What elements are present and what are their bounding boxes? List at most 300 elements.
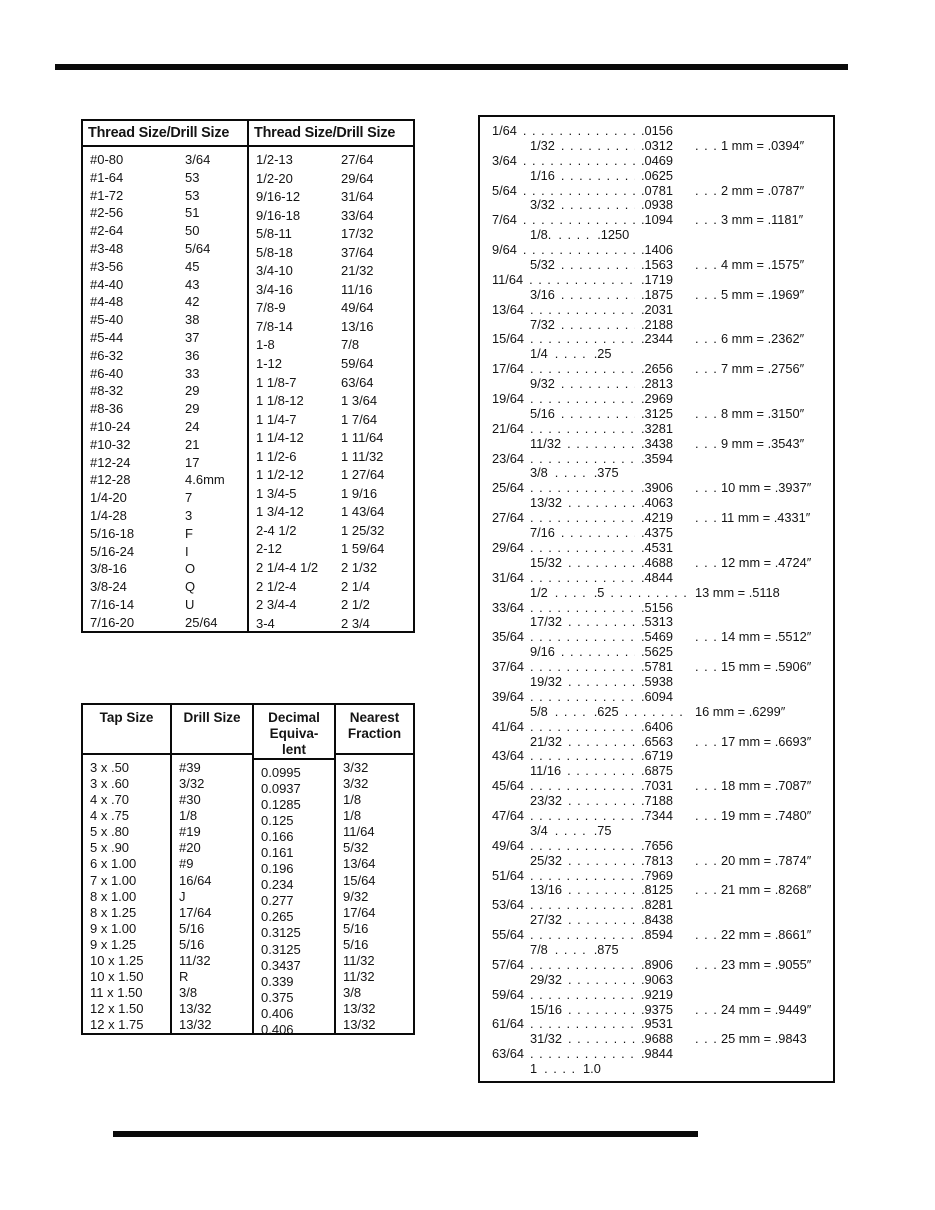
tap-cell: 3/8 [179,984,198,1000]
dot-separator: . . . [695,733,718,749]
thread-size: 5/16-24 [90,543,135,559]
fraction: 57/64 [492,956,525,972]
drill-size: 3/64 [185,152,211,167]
dot-leader [567,437,635,452]
decimal-value: .7656 [641,837,674,853]
decimal-value: .0781 [641,182,674,198]
mm-column [695,809,833,824]
tap-cell: 3 x .50 [90,760,130,776]
drill-size: I [185,543,189,559]
mm-column [695,288,833,303]
decimal-value: .7969 [641,867,674,883]
thread-size: 1/4-28 [90,507,127,523]
thread-row [90,471,247,489]
mm-equivalent: 11 mm = .4331″ [721,510,811,526]
thread-size: #8-32 [90,383,124,399]
decimal-line [480,511,833,526]
decimal-line [480,318,833,333]
decimal-line [480,288,833,303]
thread-size: 5/8-18 [256,244,293,260]
fraction: 7/32 [530,316,555,332]
thread-row [256,596,413,615]
drill-size: 1 11/32 [341,448,384,464]
mm-equivalent: 14 mm = .5512″ [721,629,812,645]
fraction: 3/16 [530,286,555,302]
thread-row [256,318,413,337]
decimal-value: .0312 [641,137,674,153]
dot-separator: . . . . [544,1061,577,1077]
tap-cell: 13/32 [343,1016,376,1032]
decimal-value: .9531 [641,1016,674,1032]
mm-column [695,407,833,422]
decimal-value: .75 [593,822,612,838]
drill-size: 1 11/64 [341,430,384,446]
thread-size: #5-44 [90,329,124,345]
mm-equivalent: 7 mm = .2756″ [721,361,805,377]
fraction: 23/64 [492,450,525,466]
drill-size: 38 [185,312,200,328]
tap-cell: 3/32 [343,760,369,776]
tap-cell: 0.406 [261,1005,294,1021]
thread-size: 2-4 1/2 [256,522,297,538]
thread-row [256,578,413,597]
thread-row [256,188,413,207]
thread-size: 1/2-13 [256,152,293,167]
decimal-value: .1250 [597,227,630,243]
decimal-line [480,824,833,839]
drill-size: U [185,596,195,612]
dot-leader [561,169,635,184]
fraction: 27/32 [530,912,563,928]
dot-separator: . . . [695,257,718,273]
thread-row [90,454,247,472]
thread-size: #6-32 [90,347,124,363]
dot-separator: . . . [695,331,718,347]
decimal-value: .0625 [641,167,674,183]
drill-size: 11/16 [341,281,373,297]
tap-cell: 0.125 [261,813,294,829]
tap-header-cell [336,705,413,755]
dot-leader [530,630,635,645]
decimal-value: .3906 [641,480,674,496]
thread-row [256,448,413,467]
tap-cell: 0.1285 [261,797,301,813]
fraction: 29/64 [492,539,525,555]
decimal-line [480,377,833,392]
drill-size: 45 [185,258,200,274]
dot-separator: . . . [695,480,718,496]
decimal-line [480,645,833,660]
thread-size: 3/4-10 [256,263,293,279]
tap-cell: 15/64 [343,872,376,888]
mm-equivalent: 13 mm = .5118 [695,584,780,600]
drill-size: 21 [185,436,200,452]
decimal-line [480,243,833,258]
dot-leader [530,809,635,824]
dot-separator: . . . . [554,465,587,481]
tap-column-body [336,755,413,1033]
dot-leader [529,273,635,288]
thread-row [256,392,413,411]
thread-row [90,578,247,596]
thread-row [256,225,413,244]
mm-equivalent: 16 mm = .6299″ [695,703,786,719]
fraction: 1/32 [530,137,555,153]
fraction: 41/64 [492,718,525,734]
thread-row [256,485,413,504]
drill-size: 1 25/32 [341,522,385,538]
fraction: 9/32 [530,376,555,392]
drill-size: 53 [185,187,200,203]
mm-column [695,928,833,943]
mm-column [695,705,833,720]
decimal-line [480,794,833,809]
dot-leader [530,839,635,854]
decimal-line [480,496,833,511]
thread-size: 1-8 [256,337,275,353]
mm-equivalent: 5 mm = .1969″ [721,286,805,302]
thread-size: 1 1/4-12 [256,430,304,446]
thread-row [90,151,247,169]
thread-size: 2-12 [256,541,283,557]
drill-size: 25/64 [185,614,218,630]
decimal-line [480,749,833,764]
dot-leader [530,720,635,735]
dot-separator: . . . [695,807,718,823]
header-line: lent [281,742,306,757]
decimal-value: .6875 [641,763,674,779]
decimal-value: .3125 [641,405,674,421]
thread-size: #4-40 [90,276,124,292]
thread-size: 9/16-18 [256,207,301,223]
tap-cell: #30 [179,792,201,808]
tap-table-column [254,705,336,1037]
dot-leader [561,139,635,154]
decimal-line [480,213,833,228]
decimal-value: .7344 [641,807,674,823]
tap-cell: 11/32 [343,952,375,968]
dot-leader [530,928,635,943]
dot-separator: . . . [695,956,718,972]
thread-row [256,207,413,226]
drill-size: 17/32 [341,226,374,242]
fraction: 31/32 [530,1031,563,1047]
tap-column-body [254,760,334,1038]
drill-size: 3 [185,507,193,523]
mm-column [695,660,833,675]
mm-equivalent: 6 mm = .2362″ [721,331,805,347]
thread-size: #1-64 [90,169,124,185]
drill-size: 53 [185,169,200,185]
fraction: 15/32 [530,554,563,570]
decimal-value: .7813 [641,852,674,868]
thread-row [256,503,413,522]
fraction: 25/32 [530,852,563,868]
thread-row [90,311,247,329]
header-line: Decimal [268,710,320,725]
fraction: 3/8 [530,465,548,481]
tap-cell: 3/32 [179,776,205,792]
thread-size: #2-64 [90,223,124,239]
dot-separator: . . . . [554,822,587,838]
dot-leader [561,318,635,333]
drill-size: 2 1/4 [341,578,370,594]
drill-size: 29 [185,401,200,417]
decimal-line [480,1017,833,1032]
thread-size: #6-40 [90,365,124,381]
tap-cell: 8 x 1.25 [90,904,137,920]
tap-cell: 1/8 [179,808,198,824]
mm-equivalent: 8 mm = .3150″ [721,405,805,421]
mm-equivalent: 25 mm = .9843 [721,1031,807,1047]
thread-size: #2-56 [90,205,124,221]
fraction: 49/64 [492,837,525,853]
thread-size: 1 1/8-7 [256,374,297,390]
mm-equivalent: 2 mm = .0787″ [721,182,805,198]
decimal-value: .8906 [641,956,674,972]
tap-cell: 0.375 [261,989,294,1005]
decimal-line [480,690,833,705]
decimal-value: .2969 [641,391,674,407]
dot-leader [530,690,635,705]
thread-size: 9/16-12 [256,189,301,205]
decimal-value: .5781 [641,659,674,675]
decimal-line [480,958,833,973]
fraction: 9/64 [492,242,517,258]
dot-leader [610,586,689,601]
decimal-line [480,586,833,601]
drill-size: O [185,561,196,577]
decimal-line [480,675,833,690]
fraction: 19/64 [492,391,525,407]
thread-row [256,299,413,318]
fraction: 9/16 [530,644,555,660]
drill-size: 24 [185,418,200,434]
fraction: 39/64 [492,688,525,704]
fraction: 43/64 [492,748,525,764]
mm-column [695,630,833,645]
dot-separator: . . . [695,852,718,868]
dot-leader [561,198,635,213]
decimal-value: .7031 [641,778,674,794]
decimal-value: .2656 [641,361,674,377]
decimal-value: .1406 [641,242,674,258]
tap-cell: 5/16 [179,920,205,936]
decimal-value: .8438 [641,912,674,928]
decimal-value: .3281 [641,420,674,436]
dot-leader [561,258,635,273]
fraction: 17/32 [530,614,563,630]
tap-cell: 0.265 [261,909,294,925]
mm-column [695,958,833,973]
tap-drill-decimal-table [81,703,415,1035]
mm-column [695,556,833,571]
thread-row [256,262,413,281]
thread-drill-size-table [81,119,415,633]
dot-leader [568,615,635,630]
dot-leader [523,243,635,258]
decimal-line [480,154,833,169]
mm-column [695,437,833,452]
fraction: 11/32 [530,435,562,451]
drill-size: 17 [185,454,200,470]
fraction: 5/32 [530,257,555,273]
tap-cell: 5/32 [343,840,369,856]
tap-header-cell [254,705,334,760]
mm-equivalent: 23 mm = .9055″ [721,956,812,972]
thread-size: 1 3/4-12 [256,504,304,520]
header-line: Fraction [347,726,402,741]
decimal-value: .2188 [641,316,674,332]
decimal-line [480,139,833,154]
decimal-line [480,809,833,824]
decimal-line [480,630,833,645]
tap-cell: 7 x 1.00 [90,872,137,888]
bottom-rule [113,1131,698,1137]
drill-size: 7/8 [341,337,360,353]
decimal-line [480,437,833,452]
thread-size: 3/4-16 [256,281,293,297]
thread-row [90,436,247,454]
decimal-value: .6563 [641,733,674,749]
mm-column [695,481,833,496]
decimal-line [480,869,833,884]
fraction: 7/16 [530,525,555,541]
tap-cell: R [179,968,189,984]
fraction: 1 [530,1061,538,1077]
tap-cell: 9 x 1.25 [90,936,137,952]
decimal-value: .7188 [641,793,674,809]
decimal-value: .3594 [641,450,674,466]
dot-separator: . . . [695,629,718,645]
decimal-value: .3438 [641,435,674,451]
dot-leader [567,764,635,779]
decimal-line [480,928,833,943]
decimal-line [480,452,833,467]
dot-leader [523,124,635,139]
dot-separator: . . . [695,1001,718,1017]
drill-size: 36 [185,347,200,363]
tap-header-cell [172,705,252,755]
tap-cell: 9/32 [343,888,369,904]
decimal-value: .9219 [641,986,674,1002]
dot-leader [530,511,635,526]
fraction: 35/64 [492,629,525,645]
drill-size: 1 59/64 [341,541,385,557]
decimal-value: .6719 [641,748,674,764]
thread-row [90,329,247,347]
tap-cell: 16/64 [179,872,212,888]
mm-equivalent: 20 mm = .7874″ [721,852,812,868]
thread-size: 1 1/8-12 [256,393,304,409]
tap-cell: 5/16 [343,936,369,952]
dot-separator: . . . [695,659,718,675]
thread-row [256,540,413,559]
decimal-line [480,779,833,794]
decimal-line [480,347,833,362]
dot-separator: . . . [695,361,718,377]
decimal-value: .0469 [641,152,674,168]
tap-cell: 10 x 1.50 [90,968,144,984]
thread-table-right-rows [249,147,413,633]
thread-table-header-left: Thread Size/Drill Size [83,121,247,147]
drill-size: 2 3/4 [341,615,370,631]
thread-size: 7/16-20 [90,614,135,630]
dot-separator: . . . [695,435,718,451]
decimal-value: .2344 [641,331,674,347]
decimal-line [480,973,833,988]
dot-separator: . . . [695,927,718,943]
thread-row [256,170,413,189]
decimal-line [480,660,833,675]
thread-size: #4-48 [90,294,124,310]
dot-separator: . . . [695,405,718,421]
thread-size: #3-56 [90,258,124,274]
mm-column [695,213,833,228]
drill-size: 27/64 [341,152,374,167]
thread-row [256,374,413,393]
dot-leader [568,675,635,690]
fraction: 1/2 [530,584,548,600]
dot-leader [625,705,689,720]
tap-cell: 13/32 [179,1000,212,1016]
fraction: 61/64 [492,1016,525,1032]
fraction: 37/64 [492,659,525,675]
decimal-line [480,705,833,720]
decimal-line [480,422,833,437]
mm-equivalent: 1 mm = .0394″ [721,137,805,153]
tap-cell: 13/64 [343,856,376,872]
dot-leader [530,481,635,496]
drill-size: 1 3/64 [341,393,378,409]
decimal-line [480,481,833,496]
tap-cell: 9 x 1.00 [90,920,137,936]
dot-leader [530,541,635,556]
mm-equivalent: 3 mm = .1181″ [721,212,804,228]
decimal-value: .5469 [641,629,674,645]
thread-size: #1-72 [90,187,124,203]
dot-separator: . . . . [554,584,587,600]
drill-size: 2 1/2 [341,597,370,613]
tap-header-cell [83,705,170,755]
fraction: 55/64 [492,927,525,943]
dot-leader [561,407,635,422]
dot-separator: . . . [695,1031,718,1047]
mm-column [695,1003,833,1018]
thread-row [90,347,247,365]
decimal-value: .8594 [641,927,674,943]
fraction: 51/64 [492,867,525,883]
thread-size: 2 1/2-4 [256,578,297,594]
tap-cell: 11/64 [343,824,375,840]
fraction: 63/64 [492,1046,525,1062]
tap-cell: 0.3125 [261,925,301,941]
drill-size: 49/64 [341,300,374,316]
tap-cell: 3 x .60 [90,776,130,792]
thread-row [256,336,413,355]
mm-column [695,362,833,377]
decimal-line [480,124,833,139]
thread-size: #10-24 [90,418,131,434]
decimal-value: .4219 [641,510,674,526]
decimal-line [480,198,833,213]
decimal-value: .5625 [641,644,674,660]
header-line: Equiva- [269,726,319,741]
decimal-line [480,839,833,854]
thread-row [90,258,247,276]
decimal-value: 1.0 [583,1061,601,1077]
mm-column [695,883,833,898]
